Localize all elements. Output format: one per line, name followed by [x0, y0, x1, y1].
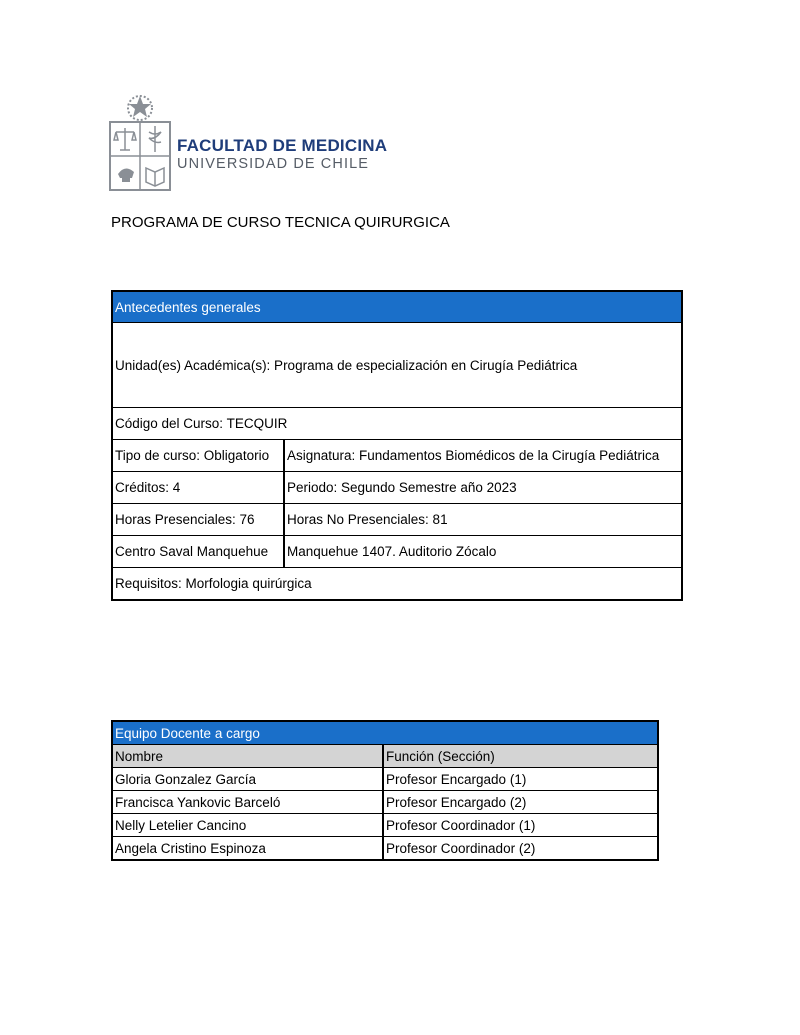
logo-faculty-name: FACULTAD DE MEDICINA — [177, 136, 388, 155]
teacher-name: Nelly Letelier Cancino — [112, 814, 383, 837]
teacher-name: Gloria Gonzalez García — [112, 768, 383, 791]
university-seal-icon — [108, 94, 172, 194]
teacher-name: Francisca Yankovic Barceló — [112, 791, 383, 814]
table-row — [112, 440, 682, 472]
general-info-table — [111, 290, 683, 601]
faculty-logo — [108, 94, 388, 194]
table-row — [112, 472, 682, 504]
table-row — [112, 504, 682, 536]
centro-cell: Centro Saval Manquehue — [112, 536, 284, 568]
requisitos-cell: Requisitos: Morfologia quirúrgica — [112, 568, 682, 601]
logo-university-name: UNIVERSIDAD DE CHILE — [177, 156, 370, 172]
teacher-role: Profesor Encargado (2) — [383, 791, 658, 814]
table-row — [112, 814, 658, 837]
codigo-curso-cell: Código del Curso: TECQUIR — [112, 408, 682, 440]
periodo-cell: Periodo: Segundo Semestre año 2023 — [284, 472, 682, 504]
teacher-name: Angela Cristino Espinoza — [112, 837, 383, 861]
teacher-role: Profesor Encargado (1) — [383, 768, 658, 791]
general-info-header: Antecedentes generales — [112, 291, 682, 323]
direccion-cell: Manquehue 1407. Auditorio Zócalo — [284, 536, 682, 568]
horas-no-presenciales-cell: Horas No Presenciales: 81 — [284, 504, 682, 536]
tipo-curso-cell: Tipo de curso: Obligatorio — [112, 440, 284, 472]
teaching-team-table — [111, 720, 659, 861]
column-header-funcion: Función (Sección) — [383, 745, 658, 768]
table-row — [112, 536, 682, 568]
column-header-nombre: Nombre — [112, 745, 383, 768]
unidad-academica-cell: Unidad(es) Académica(s): Programa de especialización en Cirugía Pediátrica — [112, 323, 682, 408]
teacher-role: Profesor Coordinador (2) — [383, 837, 658, 861]
document-title: PROGRAMA DE CURSO TECNICA QUIRURGICA — [111, 214, 450, 231]
asignatura-cell: Asignatura: Fundamentos Biomédicos de la Cirugía Pediátrica — [284, 440, 682, 472]
teacher-role: Profesor Coordinador (1) — [383, 814, 658, 837]
creditos-cell: Créditos: 4 — [112, 472, 284, 504]
table-row — [112, 837, 658, 861]
table-row — [112, 791, 658, 814]
horas-presenciales-cell: Horas Presenciales: 76 — [112, 504, 284, 536]
teaching-team-header: Equipo Docente a cargo — [112, 721, 658, 745]
table-row — [112, 768, 658, 791]
